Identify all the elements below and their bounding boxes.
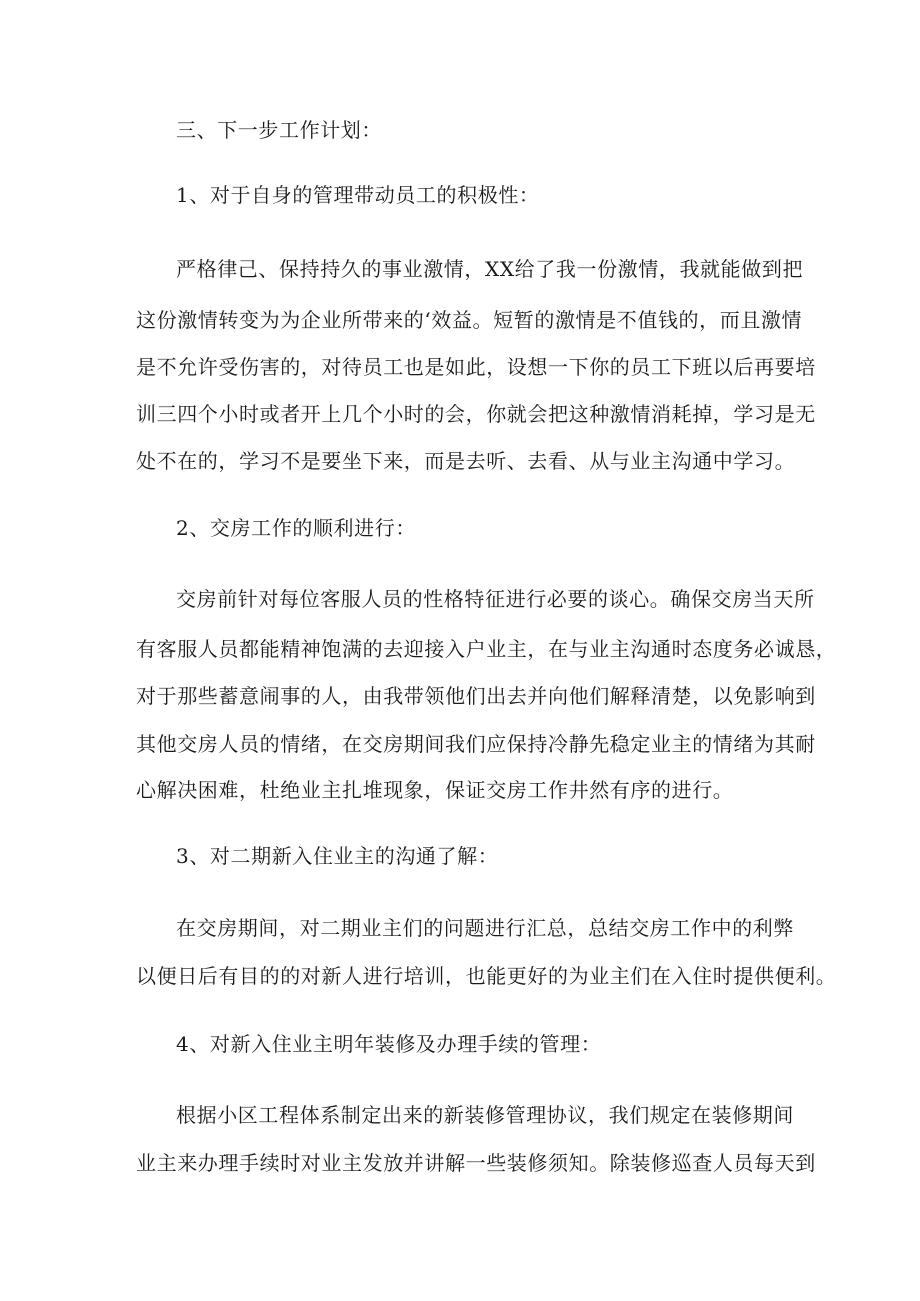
item-1-paragraph-line: 处不在的，学习不是要坐下来，而是去听、去看、从与业主沟通中学习。 bbox=[136, 449, 796, 473]
item-2-paragraph-line: 交房前针对每位客服人员的性格特征进行必要的谈心。确保交房当天所 bbox=[176, 587, 815, 611]
item-3-paragraph-line: 在交房期间，对二期业主们的问题进行汇总，总结交房工作中的利弊 bbox=[176, 916, 794, 940]
item-1-paragraph-line: 训三四个小时或者开上几个小时的会，你就会把这种激情消耗掉，学习是无 bbox=[136, 402, 816, 426]
item-1-paragraph-line: 这份激情转变为为企业所带来的‘效益。短暂的激情是不值钱的，而且激情 bbox=[136, 308, 803, 332]
item-1-paragraph-line: 严格律己、保持持久的事业激情，XX给了我一份激情，我就能做到把 bbox=[176, 257, 804, 281]
item-4-paragraph-line: 业主来办理手续时对业主发放并讲解一些装修须知。除装修巡查人员每天到 bbox=[136, 1151, 816, 1175]
item-3-paragraph-line: 以便日后有目的的对新人进行培训，也能更好的为业主们在入住时提供便利。 bbox=[136, 964, 837, 988]
section-heading: 三、下一步工作计划： bbox=[176, 118, 382, 142]
item-2-paragraph-line: 心解决困难，杜绝业主扎堆现象，保证交房工作井然有序的进行。 bbox=[136, 778, 734, 802]
item-2-heading: 2、交房工作的顺利进行： bbox=[176, 516, 416, 540]
item-2-paragraph-line: 其他交房人员的情绪，在交房期间我们应保持冷静先稳定业主的情绪为其耐 bbox=[136, 732, 816, 756]
item-4-heading: 4、对新入住业主明年装修及办理手续的管理： bbox=[176, 1032, 602, 1056]
item-2-paragraph-line: 有客服人员都能精神饱满的去迎接入户业主，在与业主沟通时态度务必诚恳， bbox=[136, 637, 837, 661]
item-1-paragraph-line: 是不允许受伤害的，对待员工也是如此，设想一下你的员工下班以后再要培 bbox=[136, 355, 816, 379]
item-4-paragraph-line: 根据小区工程体系制定出来的新装修管理协议，我们规定在装修期间 bbox=[176, 1103, 794, 1127]
item-2-paragraph-line: 对于那些蓄意闹事的人，由我带领他们出去并向他们解释清楚，以免影响到 bbox=[136, 684, 816, 708]
item-1-heading: 1、对于自身的管理带动员工的积极性： bbox=[176, 183, 540, 207]
item-3-heading: 3、对二期新入住业主的沟通了解： bbox=[176, 844, 499, 868]
